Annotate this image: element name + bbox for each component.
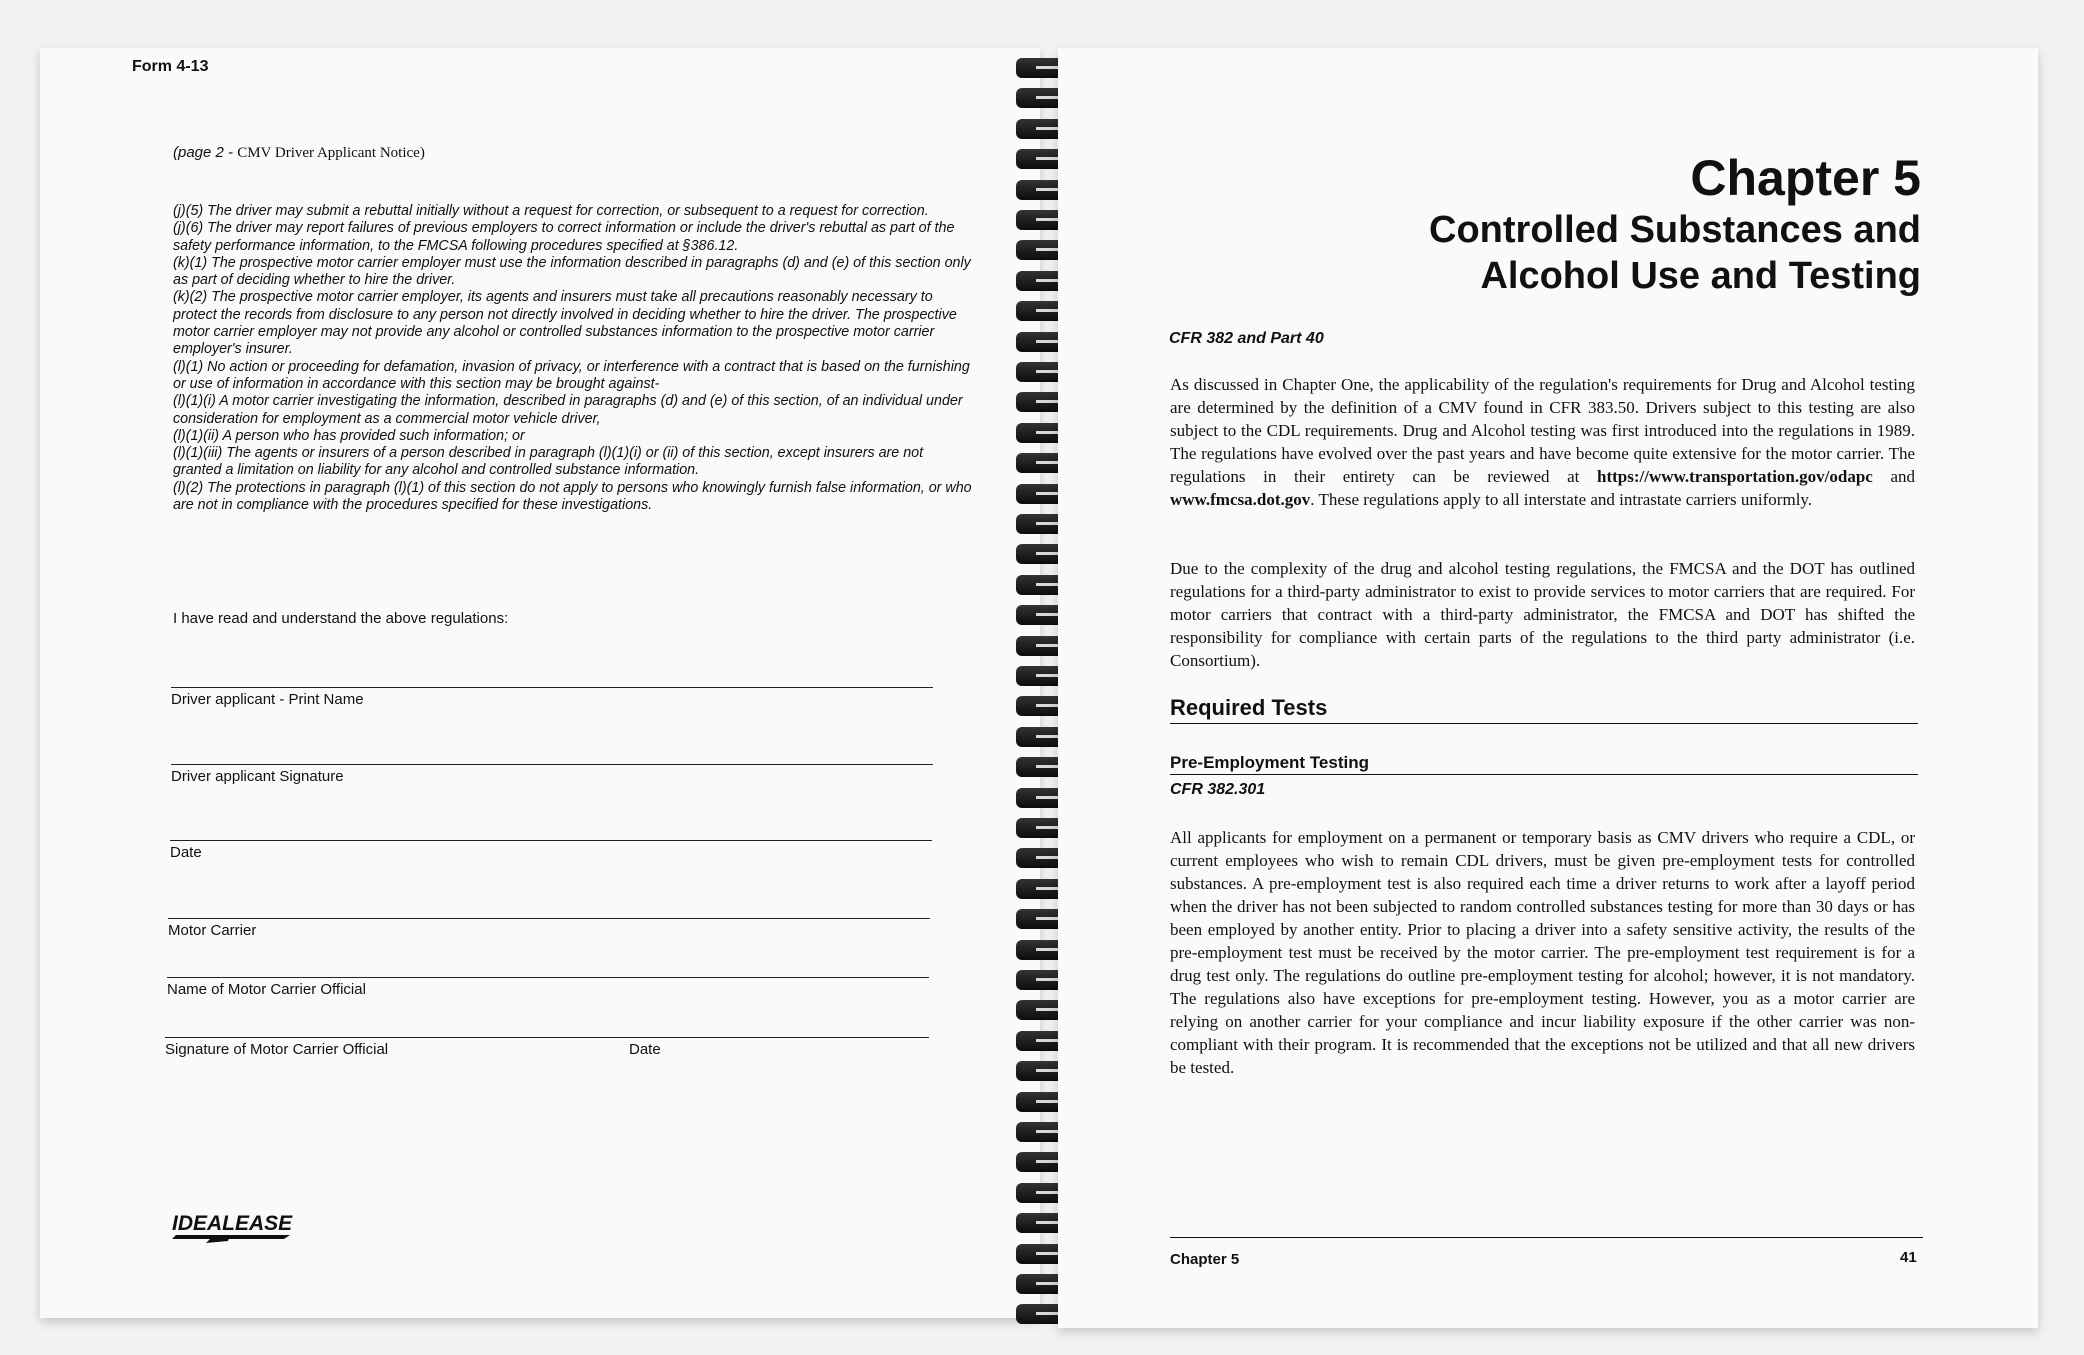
- acknowledgement-text: I have read and understand the above regulations:: [173, 610, 509, 627]
- official-name-label: Name of Motor Carrier Official: [167, 981, 366, 998]
- chapter-number: Chapter 5: [1690, 150, 1921, 206]
- regulations-list: [173, 203, 973, 514]
- motor-carrier-field[interactable]: [168, 918, 930, 939]
- driver-signature-label: Driver applicant Signature: [171, 768, 344, 785]
- pre-employment-paragraph: All applicants for employment on a permanent or temporary basis as CMV drivers who require a CDL, or current employees who wish to remain CDL drivers, must be given pre-employment tests for controlled substances. A pre-employment test is also required each time a driver returns to work after a layoff period when the driver has not been subjected to random controlled substances testing for more than 30 days or has been employed by another entity. Prior to placing a driver into a safety sensitive activity, the results of the pre-employment test must be received by the motor carrier. The pre-employment test requirement is for a drug test only. The regulations do outline pre-employment testing for alcohol; however, it is not mandatory. The regulations also have exceptions for pre-employment testing. However, you as a motor carrier are relying on another carrier for your compliance and incur liability exposure if the other carrier was non-compliant with their program. It is recommended that the exceptions not be utilized and that all new drivers be tested.: [1170, 828, 1915, 1077]
- subsection-cfr: CFR 382.301: [1170, 781, 1266, 798]
- chapter-heading: [1429, 148, 1921, 299]
- cfr-reference: CFR 382 and Part 40: [1169, 330, 1324, 347]
- odapc-link[interactable]: https://www.transportation.gov/odapc: [1597, 467, 1873, 486]
- official-signature-field[interactable]: [165, 1037, 929, 1058]
- logo-text: IDEALEASE: [172, 1212, 293, 1235]
- page-number: 41: [1900, 1249, 1917, 1266]
- chapter-title-line2: Alcohol Use and Testing: [1480, 254, 1921, 297]
- pre-employment-heading: Pre-Employment Testing: [1170, 753, 1918, 775]
- date-field[interactable]: [170, 840, 932, 861]
- intro-paragraph: As discussed in Chapter One, the applicability of the regulation's requirements for Drug and Alcohol testing are determined by the definition of a CMV found in CFR 383.50. Drivers subject to this testing are also subject to the CDL requirements. Drug and Alcohol testing was first introduced into the regulations in 1989. The regulations have evolved over the past years and have become quite extensive for the motor carrier. The regulations in their entirety can be reviewed at https://www.transportation.gov/odapc and www.fmcsa.dot.gov. These regulations apply to all interstate and intrastate carriers uniformly.: [1170, 375, 1915, 509]
- regulation-item: (l)(2) The protections in paragraph (l)(1) of this section do not apply to persons who knowingly furnish false information, or who are not in compliance with the procedures specified for these investigations.: [173, 479, 972, 514]
- idealease-logo: [170, 1208, 330, 1248]
- regulation-item: (k)(1) The prospective motor carrier employer must use the information described in paragraphs (d) and (e) of this section only as part of deciding whether to hire the driver.: [173, 254, 971, 289]
- chapter-title-line1: Controlled Substances and: [1429, 209, 1921, 251]
- right-page: [1058, 48, 2038, 1328]
- official-signature-label: Signature of Motor Carrier Official: [165, 1041, 389, 1058]
- footer-chapter: Chapter 5: [1170, 1251, 1240, 1268]
- regulation-item: (j)(6) The driver may report failures of previous employers to correct information or include the driver's rebuttal as part of the safety performance information, to the FMCSA following procedures specified at §386.12.: [173, 220, 955, 254]
- left-page: [40, 48, 1040, 1318]
- regulation-item: (l)(1)(i) A motor carrier investigating the information, described in paragraphs (d) and (e) of this section, of an individual under consideration for employment as a commercial motor vehicle driver,: [173, 393, 963, 427]
- official-date-label: Date: [629, 1041, 661, 1058]
- fmcsa-link[interactable]: www.fmcsa.dot.gov: [1170, 490, 1311, 509]
- driver-signature-field[interactable]: [171, 764, 933, 785]
- motor-carrier-label: Motor Carrier: [168, 922, 257, 939]
- consortium-paragraph: Due to the complexity of the drug and alcohol testing regulations, the FMCSA and the DOT has outlined regulations for a third-party administrator to exist to provide services to motor carriers that are required. For motor carriers that contract with a third-party administrator, the FMCSA and DOT has shifted the responsibility for compliance with certain parts of the regulations to the third party administrator (i.e. Consortium).: [1170, 559, 1915, 670]
- regulation-item: (l)(1)(ii) A person who has provided such information; or: [173, 427, 525, 444]
- regulation-item: (k)(2) The prospective motor carrier employer, its agents and insurers must take all precautions reasonably necessary to protect the records from disclosure to any person not directly involved in deciding whether to hire the driver. The prospective motor carrier employer may not provide any alcohol or controlled substances information to the prospective motor carrier employer's insurer.: [173, 289, 957, 358]
- regulation-item: (l)(1)(iii) The agents or insurers of a person described in paragraph (l)(1)(i) or (ii) of this section, except insurers are not granted a limitation on liability for any alcohol and controlled substance information.: [173, 445, 924, 479]
- regulation-item: (j)(5) The driver may submit a rebuttal initially without a request for correction, or subsequent to a request for correction.: [173, 203, 929, 219]
- date-label: Date: [170, 844, 202, 861]
- official-name-field[interactable]: [167, 977, 929, 998]
- page-reference: (page 2 - CMV Driver Applicant Notice): [173, 144, 425, 161]
- regulation-item: (l)(1) No action or proceeding for defamation, invasion of privacy, or interference with a contract that is based on the furnishing or use of information in accordance with this section may be brought against-: [173, 358, 970, 392]
- form-number: Form 4-13: [132, 58, 209, 75]
- print-name-label: Driver applicant - Print Name: [171, 691, 364, 708]
- print-name-field[interactable]: [171, 687, 933, 708]
- footer-divider: [1170, 1237, 1923, 1238]
- required-tests-heading: Required Tests: [1170, 695, 1918, 724]
